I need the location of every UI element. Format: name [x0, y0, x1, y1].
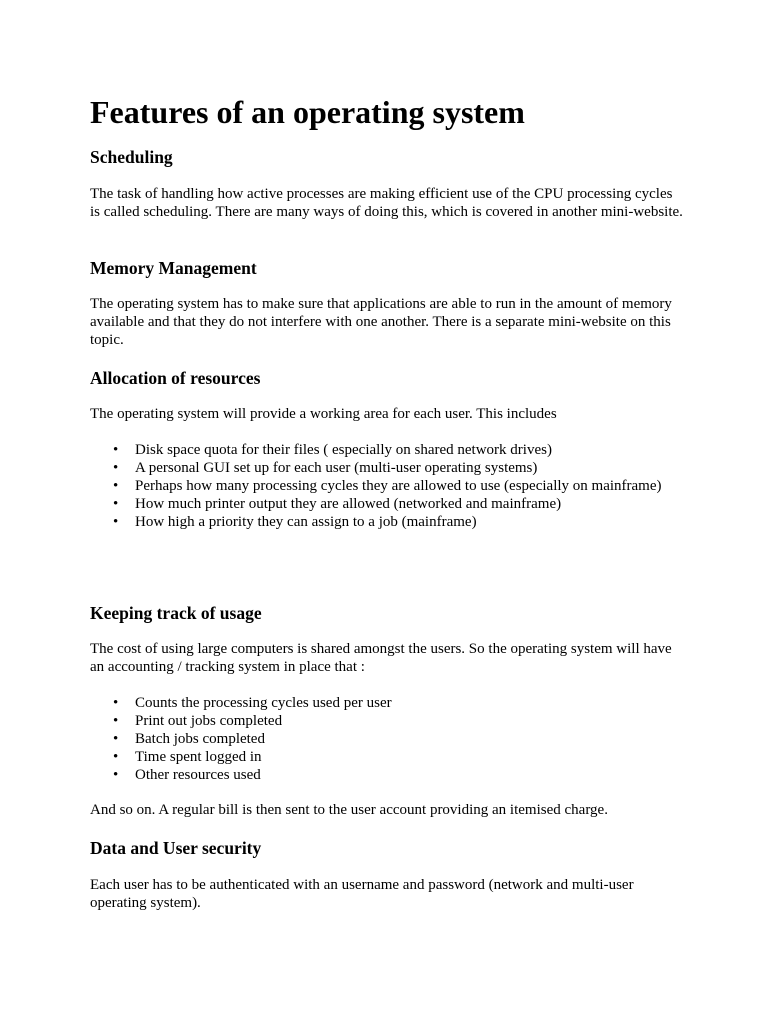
list-item: • Other resources used: [90, 766, 690, 784]
section-heading-allocation-of-resources: Allocation of resources: [90, 368, 261, 388]
section-paragraph-keeping-track-of-usage: The cost of using large computers is shared amongst the users. So the operating system will have an accounting / tracking system in place that :: [90, 641, 672, 675]
section-paragraph-scheduling: The task of handling how active processes are making efficient use of the CPU processing cycles is called scheduling. There are many ways of doing this, which is covered in another mini-website.: [90, 186, 683, 220]
list-item: • Print out jobs completed: [90, 712, 690, 730]
list-item: • Disk space quota for their files ( especially on shared network drives): [90, 441, 690, 459]
section-heading-keeping-track-of-usage: Keeping track of usage: [90, 603, 262, 623]
section-heading-scheduling: Scheduling: [90, 147, 173, 167]
document-title: Features of an operating system: [90, 94, 525, 130]
list-item: • How high a priority they can assign to a job (mainframe): [90, 513, 690, 531]
allocation-list: [90, 441, 690, 531]
list-item: • Counts the processing cycles used per user: [90, 694, 690, 712]
section-paragraph-data-and-user-security: Each user has to be authenticated with an username and password (network and multi-user operating system).: [90, 877, 634, 911]
section-heading-data-and-user-security: Data and User security: [90, 838, 262, 858]
section-heading-memory-management: Memory Management: [90, 258, 257, 278]
usage-tracking-list: [90, 694, 690, 784]
section-paragraph-memory-management: The operating system has to make sure that applications are able to run in the amount of memory available and that they do not interfere with one another. There is a separate mini-website on this topic.: [90, 296, 672, 348]
list-item: • A personal GUI set up for each user (multi-user operating systems): [90, 459, 690, 477]
list-item: • Batch jobs completed: [90, 730, 690, 748]
section-paragraph-allocation-of-resources: The operating system will provide a working area for each user. This includes: [90, 406, 557, 422]
list-item: • Time spent logged in: [90, 748, 690, 766]
list-item: • How much printer output they are allowed (networked and mainframe): [90, 495, 690, 513]
list-item: • Perhaps how many processing cycles they are allowed to use (especially on mainframe): [90, 477, 690, 495]
section-paragraph-billing: And so on. A regular bill is then sent to the user account providing an itemised charge.: [90, 802, 608, 818]
